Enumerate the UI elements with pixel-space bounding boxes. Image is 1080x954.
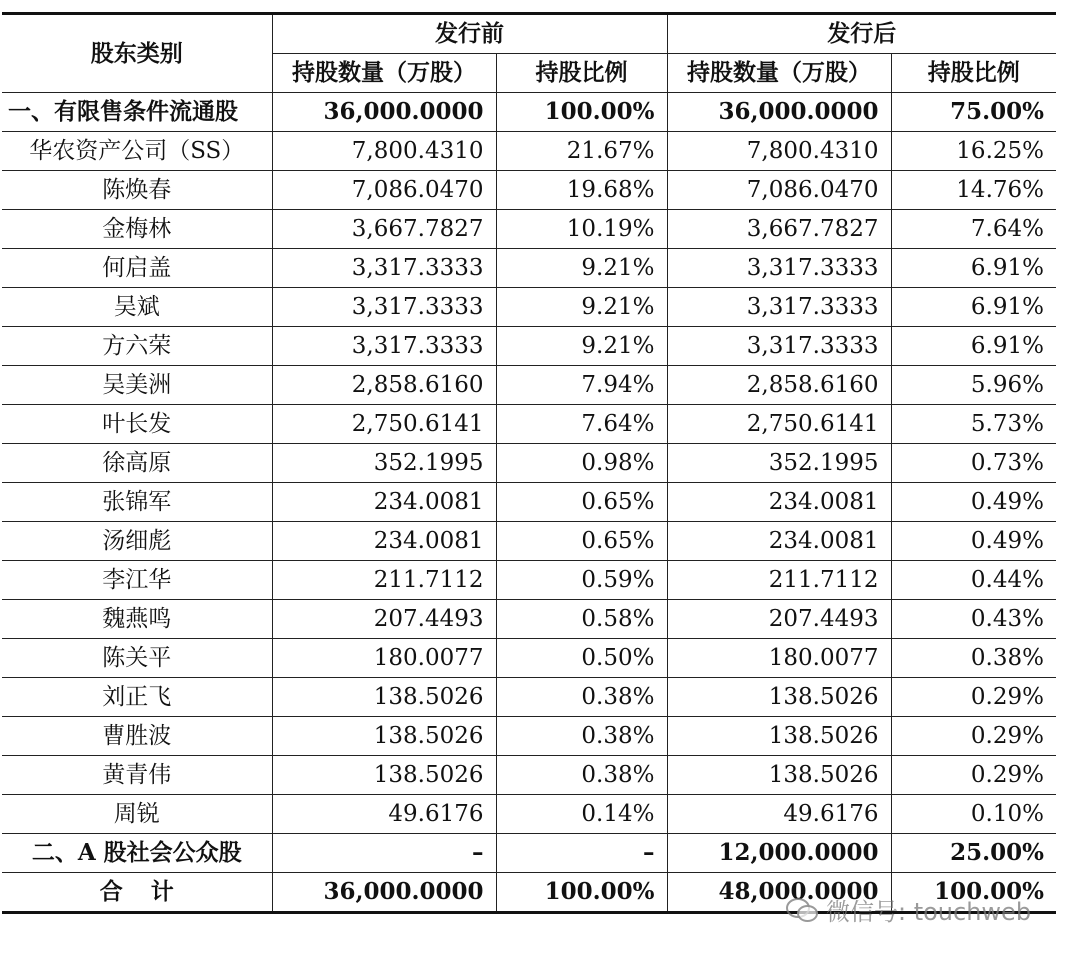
after-ratio: 0.10% — [891, 795, 1056, 834]
after-shares: 7,800.4310 — [667, 132, 891, 171]
before-shares: 7,800.4310 — [272, 132, 496, 171]
after-ratio: 0.49% — [891, 522, 1056, 561]
table-row — [2, 600, 1056, 639]
table-row — [2, 171, 1056, 210]
table-row — [2, 288, 1056, 327]
before-ratio: 0.14% — [496, 795, 667, 834]
header-after-ratio: 持股比例 — [891, 54, 1056, 93]
table-row — [2, 522, 1056, 561]
table-row — [2, 756, 1056, 795]
shareholder-name: 叶长发 — [2, 405, 272, 444]
before-shares: 36,000.0000 — [272, 873, 496, 913]
after-shares: 2,750.6141 — [667, 405, 891, 444]
before-ratio: 9.21% — [496, 249, 667, 288]
table-row — [2, 717, 1056, 756]
after-ratio: 7.64% — [891, 210, 1056, 249]
before-ratio: 21.67% — [496, 132, 667, 171]
header-category: 股东类别 — [2, 14, 272, 93]
before-shares: 211.7112 — [272, 561, 496, 600]
before-shares: 3,317.3333 — [272, 288, 496, 327]
shareholder-name: 李江华 — [2, 561, 272, 600]
after-shares: 36,000.0000 — [667, 93, 891, 132]
after-shares: 138.5026 — [667, 756, 891, 795]
header-before-ratio: 持股比例 — [496, 54, 667, 93]
before-ratio: 0.38% — [496, 756, 667, 795]
shareholder-name: 方六荣 — [2, 327, 272, 366]
shareholder-name: 徐高原 — [2, 444, 272, 483]
before-shares: 3,317.3333 — [272, 249, 496, 288]
before-shares: 234.0081 — [272, 522, 496, 561]
after-ratio: 5.73% — [891, 405, 1056, 444]
table-row — [2, 483, 1056, 522]
row-category: 一、有限售条件流通股 — [2, 93, 272, 132]
after-ratio: 14.76% — [891, 171, 1056, 210]
after-shares: 234.0081 — [667, 483, 891, 522]
table-row — [2, 366, 1056, 405]
before-shares: 49.6176 — [272, 795, 496, 834]
before-shares: 7,086.0470 — [272, 171, 496, 210]
before-ratio: 9.21% — [496, 288, 667, 327]
table-row — [2, 210, 1056, 249]
before-shares: 138.5026 — [272, 678, 496, 717]
after-ratio: 16.25% — [891, 132, 1056, 171]
row-category: 二、A 股社会公众股 — [2, 834, 272, 873]
shareholder-name: 魏燕鸣 — [2, 600, 272, 639]
shareholder-name: 刘正飞 — [2, 678, 272, 717]
before-shares: 207.4493 — [272, 600, 496, 639]
before-ratio: 0.98% — [496, 444, 667, 483]
table-row — [2, 405, 1056, 444]
header-after-shares: 持股数量（万股） — [667, 54, 891, 93]
before-ratio: 0.59% — [496, 561, 667, 600]
table-row — [2, 327, 1056, 366]
before-ratio: 0.50% — [496, 639, 667, 678]
after-ratio: 0.43% — [891, 600, 1056, 639]
after-ratio: 0.29% — [891, 678, 1056, 717]
before-ratio: 9.21% — [496, 327, 667, 366]
before-shares: 3,317.3333 — [272, 327, 496, 366]
shareholder-name: 金梅林 — [2, 210, 272, 249]
shareholder-name: 周锐 — [2, 795, 272, 834]
after-shares: 3,667.7827 — [667, 210, 891, 249]
after-shares: 138.5026 — [667, 717, 891, 756]
table-row — [2, 795, 1056, 834]
header-before-shares: 持股数量（万股） — [272, 54, 496, 93]
header-before: 发行前 — [272, 14, 667, 54]
shareholder-name: 陈关平 — [2, 639, 272, 678]
before-shares: 234.0081 — [272, 483, 496, 522]
shareholding-table — [2, 12, 1056, 914]
after-shares: 48,000.0000 — [667, 873, 891, 913]
watermark — [786, 892, 1031, 926]
shareholder-name: 曹胜波 — [2, 717, 272, 756]
before-shares: 138.5026 — [272, 756, 496, 795]
before-shares: 180.0077 — [272, 639, 496, 678]
before-shares: 3,667.7827 — [272, 210, 496, 249]
after-ratio: 100.00% — [891, 873, 1056, 913]
table-row — [2, 561, 1056, 600]
after-ratio: 25.00% — [891, 834, 1056, 873]
after-ratio: 0.73% — [891, 444, 1056, 483]
table-row — [2, 132, 1056, 171]
after-shares: 234.0081 — [667, 522, 891, 561]
shareholder-name: 陈焕春 — [2, 171, 272, 210]
before-ratio: 0.65% — [496, 522, 667, 561]
shareholder-name: 华农资产公司（SS） — [2, 132, 272, 171]
after-ratio: 0.29% — [891, 717, 1056, 756]
before-shares: 138.5026 — [272, 717, 496, 756]
after-ratio: 6.91% — [891, 327, 1056, 366]
before-ratio: 10.19% — [496, 210, 667, 249]
shareholder-name: 何启盖 — [2, 249, 272, 288]
before-ratio: 100.00% — [496, 93, 667, 132]
watermark-text: 微信号: touchweb — [826, 897, 1032, 926]
after-shares: 207.4493 — [667, 600, 891, 639]
after-shares: 12,000.0000 — [667, 834, 891, 873]
after-ratio: 5.96% — [891, 366, 1056, 405]
after-ratio: 6.91% — [891, 249, 1056, 288]
after-shares: 352.1995 — [667, 444, 891, 483]
after-shares: 3,317.3333 — [667, 327, 891, 366]
table-row — [2, 639, 1056, 678]
after-shares: 3,317.3333 — [667, 249, 891, 288]
before-ratio: 0.65% — [496, 483, 667, 522]
table-row — [2, 678, 1056, 717]
table-row-restricted — [2, 93, 1056, 132]
header-after: 发行后 — [667, 14, 1056, 54]
table-row — [2, 249, 1056, 288]
after-ratio: 0.38% — [891, 639, 1056, 678]
shareholder-name: 吴斌 — [2, 288, 272, 327]
before-shares: – — [272, 834, 496, 873]
after-shares: 211.7112 — [667, 561, 891, 600]
before-ratio: – — [496, 834, 667, 873]
before-shares: 352.1995 — [272, 444, 496, 483]
after-shares: 2,858.6160 — [667, 366, 891, 405]
before-shares: 36,000.0000 — [272, 93, 496, 132]
before-shares: 2,858.6160 — [272, 366, 496, 405]
wechat-icon — [786, 896, 818, 922]
before-ratio: 7.64% — [496, 405, 667, 444]
shareholder-name: 吴美洲 — [2, 366, 272, 405]
after-shares: 180.0077 — [667, 639, 891, 678]
table-row-public — [2, 834, 1056, 873]
after-ratio: 0.44% — [891, 561, 1056, 600]
before-ratio: 0.38% — [496, 678, 667, 717]
after-shares: 49.6176 — [667, 795, 891, 834]
before-ratio: 0.38% — [496, 717, 667, 756]
before-ratio: 100.00% — [496, 873, 667, 913]
after-ratio: 0.29% — [891, 756, 1056, 795]
total-label: 合计 — [2, 873, 272, 913]
before-ratio: 19.68% — [496, 171, 667, 210]
after-ratio: 75.00% — [891, 93, 1056, 132]
after-shares: 138.5026 — [667, 678, 891, 717]
before-ratio: 7.94% — [496, 366, 667, 405]
after-ratio: 6.91% — [891, 288, 1056, 327]
after-shares: 7,086.0470 — [667, 171, 891, 210]
before-shares: 2,750.6141 — [272, 405, 496, 444]
after-ratio: 0.49% — [891, 483, 1056, 522]
after-shares: 3,317.3333 — [667, 288, 891, 327]
shareholder-name: 汤细彪 — [2, 522, 272, 561]
shareholder-name: 黄青伟 — [2, 756, 272, 795]
shareholder-name: 张锦军 — [2, 483, 272, 522]
before-ratio: 0.58% — [496, 600, 667, 639]
table-row — [2, 444, 1056, 483]
